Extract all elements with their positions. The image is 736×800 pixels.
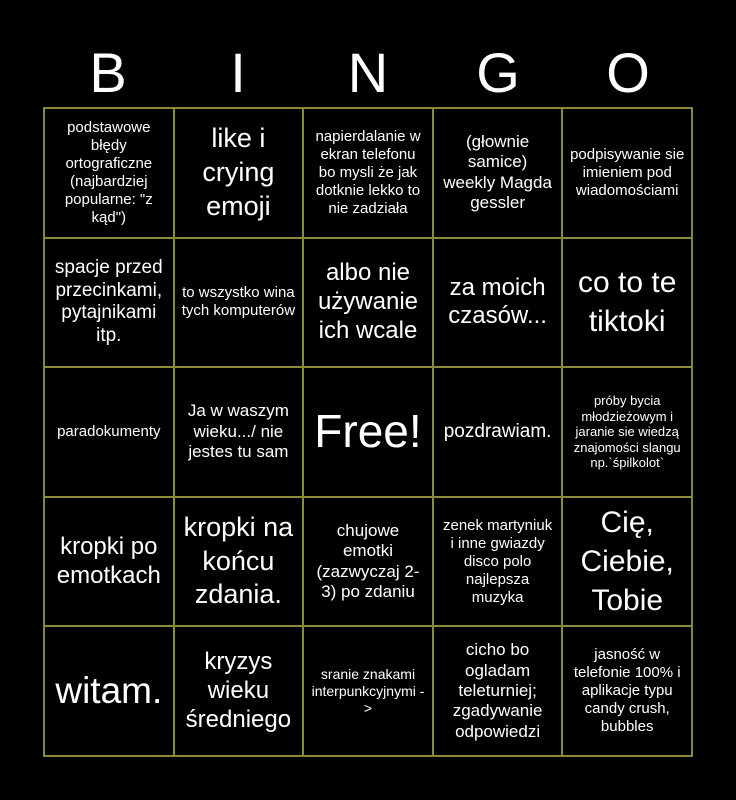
bingo-cell[interactable]: co to te tiktoki — [562, 238, 692, 368]
free-space-cell[interactable]: Free! — [303, 367, 433, 497]
bingo-cell[interactable]: chujowe emotki (zazwyczaj 2-3) po zdaniu — [303, 497, 433, 627]
bingo-cell[interactable]: paradokumenty — [44, 367, 174, 497]
header-letter-o: O — [606, 41, 650, 104]
bingo-cell[interactable]: próby bycia młodzieżowym i jaranie sie wiedzą znajomości slangu np.`śpilkolot` — [562, 367, 692, 497]
bingo-cell[interactable]: albo nie używanie ich wcale — [303, 238, 433, 368]
header-letter-g: G — [476, 41, 520, 104]
header-letter-n: N — [347, 41, 389, 104]
header-letter-i: I — [230, 41, 246, 104]
bingo-board — [43, 107, 693, 757]
bingo-cell[interactable]: cicho bo ogladam teleturniej; zgadywanie odpowiedzi — [433, 626, 563, 756]
bingo-cell[interactable]: Cię, Ciebie, Tobie — [562, 497, 692, 627]
bingo-cell[interactable]: Ja w waszym wieku.../ nie jestes tu sam — [174, 367, 304, 497]
bingo-cell[interactable]: jasność w telefonie 100% i aplikacje typu candy crush, bubbles — [562, 626, 692, 756]
bingo-cell[interactable]: pozdrawiam. — [433, 367, 563, 497]
bingo-cell[interactable]: sranie znakami interpunkcyjnymi -> — [303, 626, 433, 756]
bingo-cell[interactable]: like i crying emoji — [174, 108, 304, 238]
bingo-cell[interactable]: (głownie samice) weekly Magda gessler — [433, 108, 563, 238]
bingo-cell[interactable]: za moich czasów... — [433, 238, 563, 368]
bingo-cell[interactable]: podpisywanie sie imieniem pod wiadomościami — [562, 108, 692, 238]
bingo-cell[interactable]: kryzys wieku średniego — [174, 626, 304, 756]
bingo-cell[interactable]: spacje przed przecinkami, pytajnikami itp. — [44, 238, 174, 368]
bingo-header — [43, 40, 693, 106]
bingo-cell[interactable]: podstawowe błędy ortograficzne (najbardziej popularne: "z kąd") — [44, 108, 174, 238]
bingo-cell[interactable]: napierdalanie w ekran telefonu bo mysli że jak dotknie lekko to nie zadziała — [303, 108, 433, 238]
bingo-cell[interactable]: witam. — [44, 626, 174, 756]
bingo-cell[interactable]: kropki na końcu zdania. — [174, 497, 304, 627]
bingo-cell[interactable]: to wszystko wina tych komputerów — [174, 238, 304, 368]
bingo-cell[interactable]: kropki po emotkach — [44, 497, 174, 627]
header-letter-b: B — [89, 41, 127, 104]
bingo-cell[interactable]: zenek martyniuk i inne gwiazdy disco polo najlepsza muzyka — [433, 497, 563, 627]
